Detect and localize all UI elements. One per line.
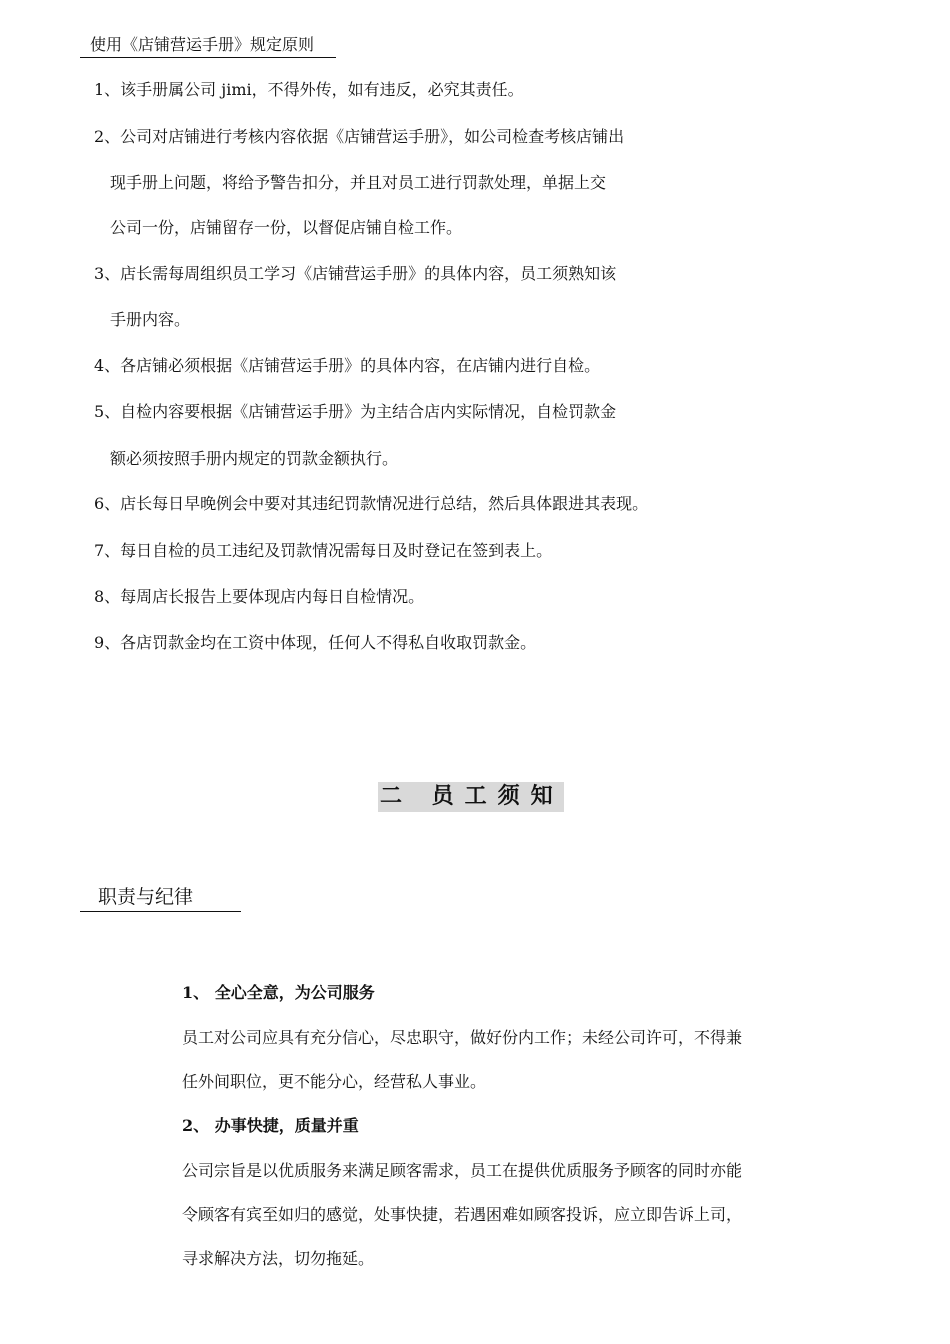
duty-heading: 2、 办事快捷，质量并重: [182, 1116, 359, 1135]
rule-line: 现手册上问题，将给予警告扣分，并且对员工进行罚款处理，单据上交: [110, 173, 607, 192]
subsection-title: 职责与纪律: [80, 884, 241, 912]
rule-line: 额必须按照手册内规定的罚款金额执行。: [110, 449, 399, 468]
duty-body-line: 寻求解决方法，切勿拖延。: [182, 1249, 375, 1268]
rule-line: 6、店长每日早晚例会中要对其违纪罚款情况进行总结，然后具体跟进其表现。: [94, 494, 649, 513]
rule-line: 公司一份，店铺留存一份，以督促店铺自检工作。: [110, 218, 463, 237]
rule-line: 9、各店罚款金均在工资中体现，任何人不得私自收取罚款金。: [94, 633, 537, 652]
duty-body-line: 任外间职位，更不能分心，经营私人事业。: [182, 1072, 487, 1091]
rule-line: 5、自检内容要根据《店铺营运手册》为主结合店内实际情况，自检罚款金: [94, 402, 617, 421]
rule-line: 1、该手册属公司 jimi，不得外传，如有违反，必究其责任。: [94, 80, 524, 99]
duty-body-line: 员工对公司应具有充分信心，尽忠职守，做好份内工作；未经公司许可，不得兼: [182, 1028, 743, 1047]
duty-heading: 1、 全心全意，为公司服务: [182, 983, 375, 1002]
rule-line: 4、各店铺必须根据《店铺营运手册》的具体内容，在店铺内进行自检。: [94, 356, 601, 375]
rule-line: 7、每日自检的员工违纪及罚款情况需每日及时登记在签到表上。: [94, 541, 553, 560]
rule-line: 2、公司对店铺进行考核内容依据《店铺营运手册》，如公司检查考核店铺出: [94, 127, 625, 146]
rule-line: 3、店长需每周组织员工学习《店铺营运手册》的具体内容，员工须熟知该: [94, 264, 617, 283]
rules-title: 使用《店铺营运手册》规定原则: [80, 34, 336, 58]
duty-body-line: 令顾客有宾至如归的感觉，处事快捷，若遇困难如顾客投诉，应立即告诉上司，: [182, 1205, 743, 1224]
section-title: 二 员工须知: [378, 782, 564, 812]
rule-line: 手册内容。: [110, 310, 191, 329]
duty-body-line: 公司宗旨是以优质服务来满足顾客需求，员工在提供优质服务予顾客的同时亦能: [182, 1161, 743, 1180]
rule-line: 8、每周店长报告上要体现店内每日自检情况。: [94, 587, 425, 606]
